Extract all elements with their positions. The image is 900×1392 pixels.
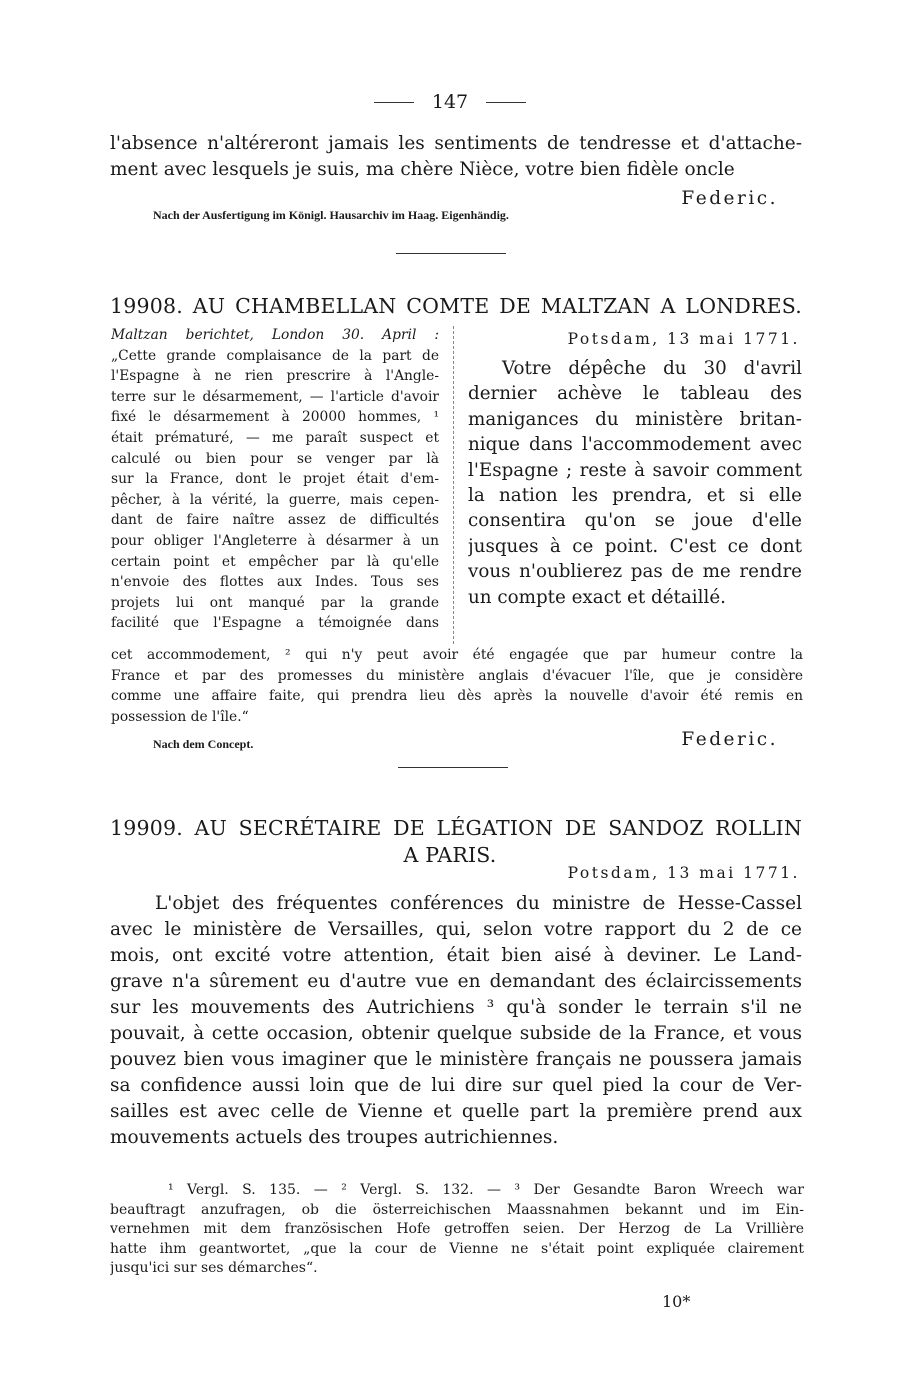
letter2-text (110, 891, 802, 1151)
summary-line: certain point et empêcher par là qu'elle (111, 553, 439, 570)
summary-line: terre sur le désarmement, — l'article d'avoir (111, 388, 439, 405)
letter-line: nique dans l'accommodement avec (468, 434, 802, 456)
letter-line: sa confidence aussi loin que de lui dire sur quel pied la cour de Ver- (110, 1075, 802, 1096)
letter-line: vous n'oublierez pas de me rendre (468, 561, 802, 583)
signature-mark: 10* (662, 1292, 691, 1311)
summary-line: possession de l'île.“ (111, 708, 249, 725)
letter1-summary (111, 325, 439, 634)
intro-text (110, 131, 802, 183)
letter-line: avec le ministère de Versailles, qui, selon votre rapport du 2 de ce (110, 919, 802, 940)
letter1-signature: Federic. (681, 729, 778, 750)
intro-line: ment avec lesquels je suis, ma chère Nièce, votre bien fidèle oncle (110, 159, 735, 180)
letter2-heading-line2: A PARIS. (403, 843, 497, 867)
footnote-line: beauftragt anzufragen, ob die österreichischen Maassnahmen bekannt und im Ein- (110, 1201, 804, 1218)
summary-line: était prématuré, — me paraît suspect et (111, 429, 439, 446)
letter-line: grave n'a sûrement eu d'autre vue en demandant des éclaircissements (110, 971, 802, 992)
letter1-source-note: Nach dem Concept. (153, 737, 254, 751)
summary-line: France et par des promesses du ministère anglais d'évacuer l'île, que je considère (111, 667, 803, 684)
footnote-line: ¹ Vergl. S. 135. — ² Vergl. S. 132. — ³ Der Gesandte Baron Wreech war (168, 1182, 804, 1198)
letter-line: manigances du ministère britan- (468, 408, 802, 430)
letter-line: mouvements actuels des troupes autrichiennes. (110, 1127, 559, 1148)
separator-rule (398, 767, 508, 768)
letter-line: mois, ont excité votre attention, était bien aisé à deviner. Le Land- (110, 945, 802, 966)
letter1-dateline: Potsdam, 13 mai 1771. (567, 330, 800, 348)
letter2-dateline: Potsdam, 13 mai 1771. (567, 864, 800, 882)
summary-line: l'Espagne à ne rien prescrire à l'Angle- (111, 368, 439, 385)
footnotes (110, 1181, 804, 1279)
summary-line: facilité que l'Espagne a témoignée dans (111, 615, 439, 632)
footnote-line: hatte ihm geantwortet, „que la cour de Vienne ne s'était point expliquée clairement (110, 1240, 804, 1257)
summary-line: sur la France, dont le projet était d'em- (111, 471, 439, 488)
summary-line: comme une affaire faite, qui prendra lieu dès après la nouvelle d'avoir été remis en (111, 688, 803, 705)
header-dash-left (374, 102, 414, 103)
separator-rule (396, 253, 506, 254)
letter-line: un compte exact et détaillé. (468, 586, 726, 608)
letter-line: l'Espagne ; reste à savoir comment (468, 459, 802, 481)
page-header (0, 88, 900, 116)
summary-line: dant de faire naître assez de difficultés (111, 512, 439, 529)
intro-line: l'absence n'altéreront jamais les sentiments de tendresse et d'attache- (110, 133, 802, 154)
letter-line: consentira qu'on se joue d'elle (468, 510, 802, 532)
letter-line: pouvez bien vous imaginer que le ministère français ne poussera jamais (110, 1049, 802, 1070)
summary-line: „Cette grande complaisance de la part de (111, 347, 439, 364)
summary-line: n'envoie des flottes aux Indes. Tous ses (111, 574, 439, 591)
summary-line: cet accommodement, ² qui n'y peut avoir été engagée que par humeur contre la (111, 647, 803, 663)
letter2-heading-line1: 19909. AU SECRÉTAIRE DE LÉGATION DE SANDOZ ROLLIN (110, 816, 802, 840)
letter1-heading: 19908. AU CHAMBELLAN COMTE DE MALTZAN A LONDRES. (110, 294, 802, 318)
intro-signature: Federic. (681, 188, 778, 209)
letter-line: jusques à ce point. C'est ce dont (468, 535, 802, 557)
summary-line: projets lui ont manqué par la grande (111, 594, 439, 611)
letter-line: pouvait, à cette occasion, obtenir quelque subside de la France, et vous (110, 1023, 802, 1044)
letter-line: sur les mouvements des Autrichiens ³ qu'à sonder le terrain s'il ne (110, 997, 802, 1018)
intro-source-note: Nach der Ausfertigung im Königl. Hausarchiv im Haag. Eigenhändig. (153, 208, 509, 222)
letter-line: la nation les prendra, et si elle (468, 485, 802, 507)
footnote-line: vernehmen mit dem französischen Hofe getroffen seien. Der Herzog de La Vrillière (110, 1221, 804, 1237)
summary-line: pêcher, à la vérité, la guerre, mais cepen- (111, 491, 439, 508)
column-divider (453, 326, 454, 644)
letter-line: dernier achève le tableau des (468, 383, 802, 405)
summary-line: fixé le désarmement à 20000 hommes, ¹ (111, 409, 439, 426)
letter-line: L'objet des fréquentes conférences du ministre de Hesse-Cassel (155, 893, 802, 914)
page-number: 147 (431, 91, 469, 113)
letter-line: sailles est avec celle de Vienne et quelle part la première prend aux (110, 1101, 802, 1122)
letter-line: Votre dépêche du 30 d'avril (502, 358, 802, 379)
summary-line: pour obliger l'Angleterre à désarmer à un (111, 532, 439, 549)
header-dash-right (486, 102, 526, 103)
footnote-line: jusqu'ici sur ses démarches“. (110, 1260, 318, 1276)
letter1-summary-continuation (111, 645, 803, 727)
summary-line: Maltzan berichtet, London 30. April : (111, 327, 439, 343)
letter1-text (468, 356, 802, 610)
summary-line: calculé ou bien pour se venger par là (111, 450, 439, 467)
